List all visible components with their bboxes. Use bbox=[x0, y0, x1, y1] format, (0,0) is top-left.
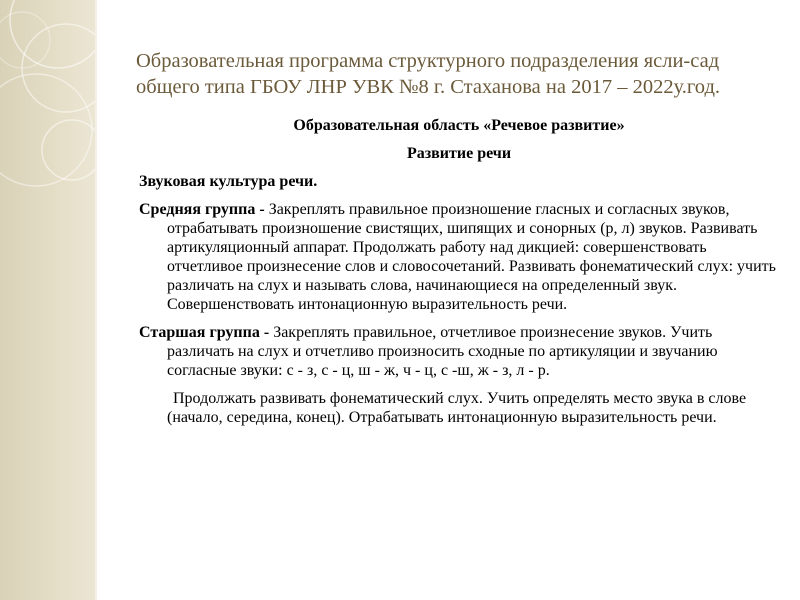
subsection-heading: Звуковая культура речи. bbox=[139, 173, 318, 190]
senior-group-text: Закреплять правильное, отчетливое произнесение звуков. Учить различать на слух и отчетливо произносить сходные по артикуляции и звучанию согласные звуки: с - з, с - ц, ш - ж, ч - ц, с -ш, ж - з, л - р. bbox=[167, 324, 718, 379]
side-band-edge bbox=[95, 0, 97, 600]
decorative-circles-graphic bbox=[0, 0, 95, 600]
middle-group-text: Закреплять правильное произношение гласных и согласных звуков, отрабатывать произношение свистящих, шипящих и сонорных (р, л) звуков. Развивать артикуляционный аппарат. Продолжать работу над дикцией: совершенствовать отчетливое произнесение слов и словосочетаний. Развивать фонематический слух: учить различать на слух и называть слова, начинающиеся на определенный звук. Совершенствовать интонационную выразительность речи. bbox=[167, 201, 776, 313]
middle-group-label: Средняя группа - bbox=[139, 201, 265, 218]
document-body bbox=[139, 116, 779, 436]
middle-group-paragraph bbox=[139, 200, 779, 314]
senior-group-paragraph bbox=[139, 323, 779, 380]
senior-group-continued-paragraph: Продолжать развивать фонематический слух. Учить определять место звука в слове (начало, середина, конец). Отрабатывать интонационную выразительность речи. bbox=[167, 390, 747, 426]
page-title: Образовательная программа структурного подразделения ясли-сад общего типа ГБОУ ЛНР УВК №8 г. Стаханова на 2017 – 2022у.год. bbox=[136, 50, 721, 98]
decorative-side-band bbox=[0, 0, 95, 600]
section-heading: Развитие речи bbox=[406, 145, 512, 162]
senior-group-label: Старшая группа - bbox=[139, 324, 270, 341]
area-heading: Образовательная область «Речевое развитие» bbox=[293, 117, 625, 134]
